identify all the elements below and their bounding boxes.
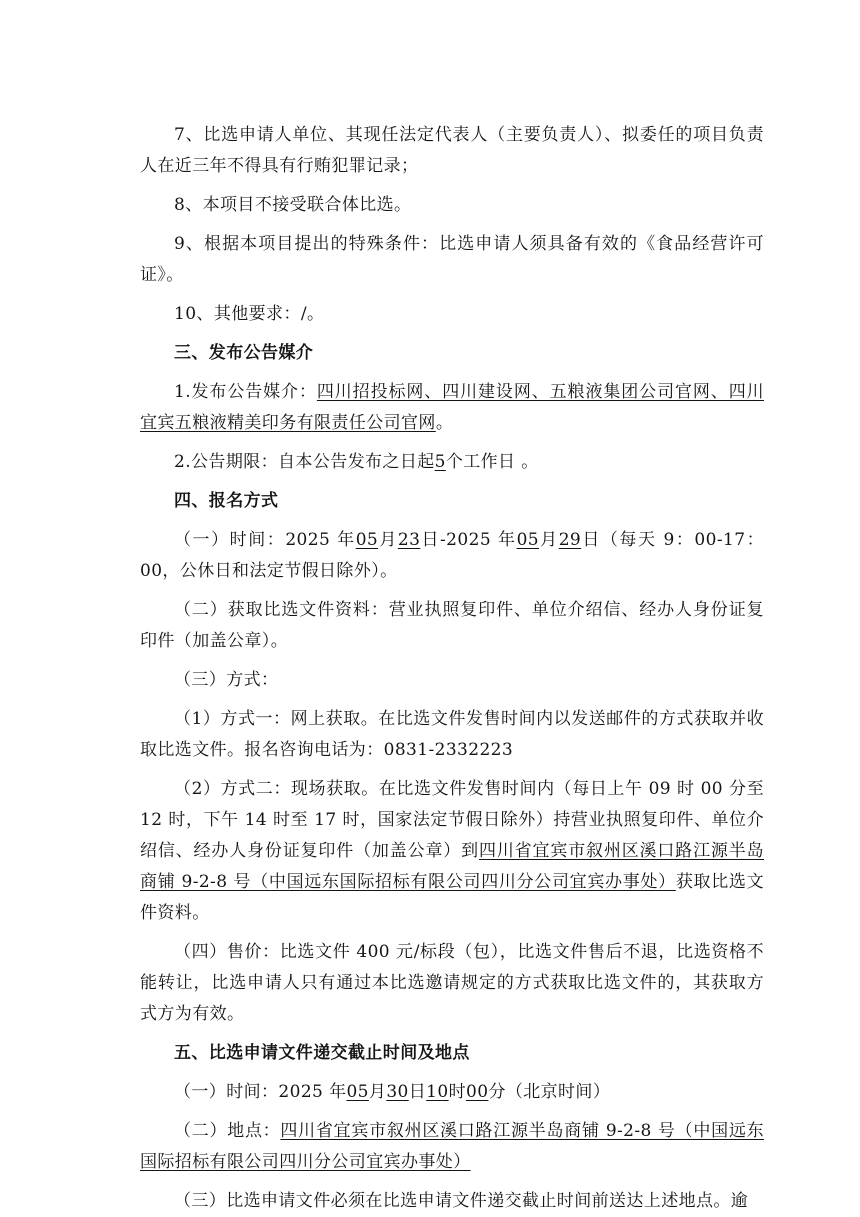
section-heading-5: 五、比选申请文件递交截止时间及地点 — [174, 1043, 470, 1063]
end-month: 05 — [516, 530, 539, 550]
publication-media-suffix: 。 — [435, 413, 454, 433]
deadline-label: （一）时间：2025 年 — [174, 1082, 347, 1102]
start-day: 23 — [397, 530, 421, 550]
range-text: 日-2025 年 — [420, 530, 517, 550]
clause-10: 10、其他要求：/。 — [174, 304, 325, 324]
method-heading: （三）方式： — [174, 670, 279, 690]
publication-media-label: 1.发布公告媒介： — [174, 382, 317, 402]
registration-time-label: （一）时间：2025 年 — [174, 530, 356, 550]
announcement-period — [140, 447, 764, 478]
registration-hours: 日（每天 9：00-17：00，公休日和法定节假日除外）。 — [140, 530, 764, 581]
announcement-period-days: 5 — [434, 452, 446, 472]
hour-text: 时 — [448, 1082, 466, 1102]
start-month: 05 — [355, 530, 379, 550]
announcement-period-label: 2.公告期限：自本公告发布之日起 — [174, 452, 435, 472]
clause-9: 9、根据本项目提出的特殊条件：比选申请人须具备有效的《食品经营许可证》。 — [140, 234, 764, 285]
submission-rule: （三）比选申请文件必须在比选申请文件递交截止时间前送达上述地点。逾 — [174, 1191, 749, 1211]
onsite-address: 四川省宜宾市叙州区溪口路江源半岛商铺 9-2-8 号（中国远东国际招标有限公司四川分公司宜宾办事处） — [140, 841, 764, 892]
month-text: 月 — [368, 1082, 387, 1102]
deadline-day: 30 — [386, 1082, 409, 1102]
end-day: 29 — [558, 530, 582, 550]
registration-time — [140, 525, 764, 587]
document-price: （四）售价：比选文件 400 元/标段（包），比选文件售后不退，比选资格不能转让，比选申请人只有通过本比选邀请规定的方式获取比选文件的，其获取方式方为有效。 — [140, 942, 764, 1024]
method-onsite — [140, 774, 764, 929]
clause-7: 7、比选申请人单位、其现任法定代表人（主要负责人）、拟委任的项目负责人在近三年不得具有行贿犯罪记录； — [140, 125, 764, 176]
submission-address: 四川省宜宾市叙州区溪口路江源半岛商铺 9-2-8 号（中国远东国际招标有限公司四川分公司宜宾办事处） — [140, 1121, 764, 1172]
deadline-minute: 00 — [466, 1082, 489, 1102]
announcement-period-suffix: 个工作日 。 — [445, 452, 539, 472]
clause-8: 8、本项目不接受联合体比选。 — [174, 195, 412, 215]
publication-media — [140, 377, 764, 439]
method-online: （1）方式一：网上获取。在比选文件发售时间内以发送邮件的方式获取并收取比选文件。报名咨询电话为：0831-2332223 — [140, 709, 764, 760]
deadline-suffix: 分（北京时间） — [488, 1082, 611, 1102]
method-onsite-text: （2）方式二：现场获取。在比选文件发售时间内（每日上午 09 时 00 分至 12 时，下午 14 时至 17 时，国家法定节假日除外）持营业执照复印件、单位介绍信、经办人身份证复印件（加盖公章）到 — [140, 779, 764, 861]
publication-media-value: 四川招投标网、四川建设网、五粮液集团公司官网、四川宜宾五粮液精美印务有限责任公司官网 — [140, 382, 765, 433]
section-heading-3: 三、发布公告媒介 — [174, 343, 314, 363]
deadline-hour: 10 — [426, 1082, 449, 1102]
submission-deadline — [140, 1077, 764, 1108]
deadline-month: 05 — [346, 1082, 369, 1102]
month-text: 月 — [539, 530, 559, 550]
submission-place-label: （二）地点： — [174, 1121, 281, 1141]
day-text: 日 — [408, 1082, 427, 1102]
required-materials: （二）获取比选文件资料：营业执照复印件、单位介绍信、经办人身份证复印件（加盖公章）。 — [140, 600, 764, 651]
method-onsite-suffix: 获取比选文件资料。 — [140, 872, 764, 923]
submission-place — [140, 1116, 764, 1178]
month-text: 月 — [378, 530, 398, 550]
section-heading-4: 四、报名方式 — [174, 491, 279, 511]
